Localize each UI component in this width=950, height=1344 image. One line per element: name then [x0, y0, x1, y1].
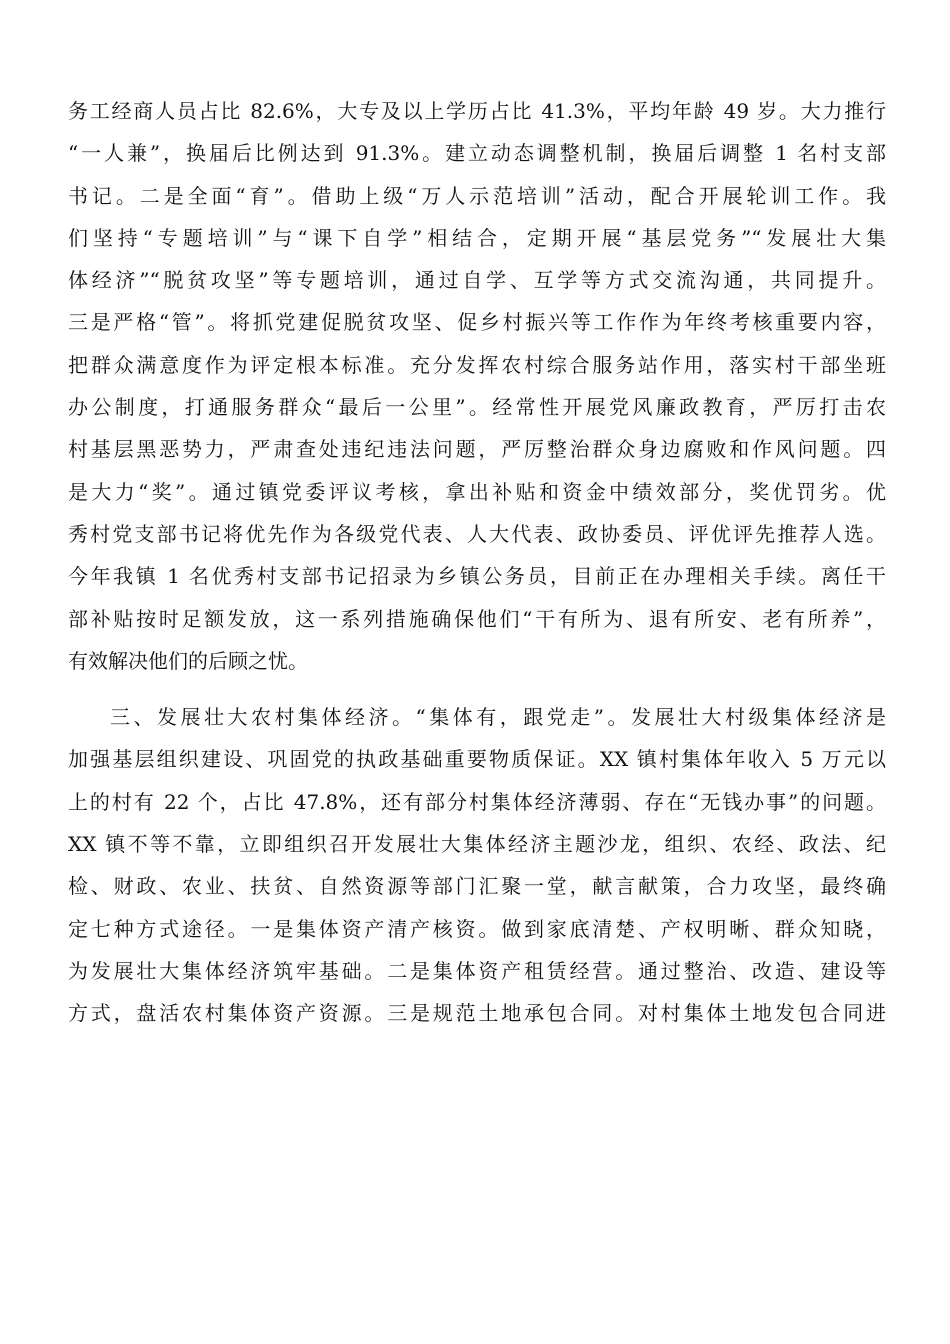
text-line: 办公制度，打通服务群众“最后一公里”。经常性开展党风廉政教育，严厉打击农 [68, 395, 886, 420]
text-line: 检、财政、农业、扶贫、自然资源等部门汇聚一堂，献言献策，合力攻坚，最终确 [68, 874, 886, 899]
text-line: 方式，盘活农村集体资产资源。三是规范土地承包合同。对村集体土地发包合同进 [68, 1001, 886, 1026]
text-line: 有效解决他们的后顾之忧。 [68, 648, 308, 673]
text-line: 三、发展壮大农村集体经济。“集体有，跟党走”。发展壮大村级集体经济是 [110, 705, 886, 730]
document-body [68, 90, 886, 1035]
paragraph-spacer [68, 682, 886, 696]
text-line: 秀村党支部书记将优先作为各级党代表、人大代表、政协委员、评优评先推荐人选。 [68, 521, 886, 546]
text-line: 加强基层组织建设、巩固党的执政基础重要物质保证。XX 镇村集体年收入 5 万元以 [68, 747, 886, 772]
paragraph-1 [68, 90, 886, 682]
text-line: 为发展壮大集体经济筑牢基础。二是集体资产租赁经营。通过整治、改造、建设等 [68, 958, 886, 983]
text-line: 部补贴按时足额发放，这一系列措施确保他们“干有所为、退有所安、老有所养”， [68, 606, 886, 631]
text-line: XX 镇不等不靠，立即组织召开发展壮大集体经济主题沙龙，组织、农经、政法、纪 [68, 832, 886, 857]
text-line: 村基层黑恶势力，严肃查处违纪违法问题，严厉整治群众身边腐败和作风问题。四 [68, 437, 886, 462]
text-line: “一人兼”，换届后比例达到 91.3%。建立动态调整机制，换届后调整 1 名村支部 [68, 141, 886, 166]
text-line: 上的村有 22 个，占比 47.8%，还有部分村集体经济薄弱、存在“无钱办事”的问题。 [68, 789, 886, 814]
paragraph-2 [68, 696, 886, 1034]
text-line: 今年我镇 1 名优秀村支部书记招录为乡镇公务员，目前正在办理相关手续。离任干 [68, 564, 886, 589]
text-line: 三是严格“管”。将抓党建促脱贫攻坚、促乡村振兴等工作作为年终考核重要内容， [68, 310, 886, 335]
text-line: 定七种方式途径。一是集体资产清产核资。做到家底清楚、产权明晰、群众知晓， [68, 916, 886, 941]
text-line: 把群众满意度作为评定根本标准。充分发挥农村综合服务站作用，落实村干部坐班 [68, 352, 886, 377]
text-line: 书记。二是全面“育”。借助上级“万人示范培训”活动，配合开展轮训工作。我 [68, 183, 886, 208]
text-line: 是大力“奖”。通过镇党委评议考核，拿出补贴和资金中绩效部分，奖优罚劣。优 [68, 479, 886, 504]
text-line: 们坚持“专题培训”与“课下自学”相结合，定期开展“基层党务”“发展壮大集 [68, 225, 886, 250]
text-line: 体经济”“脱贫攻坚”等专题培训，通过自学、互学等方式交流沟通，共同提升。 [68, 268, 886, 293]
text-line: 务工经商人员占比 82.6%，大专及以上学历占比 41.3%，平均年龄 49 岁。大力推行 [68, 99, 886, 123]
